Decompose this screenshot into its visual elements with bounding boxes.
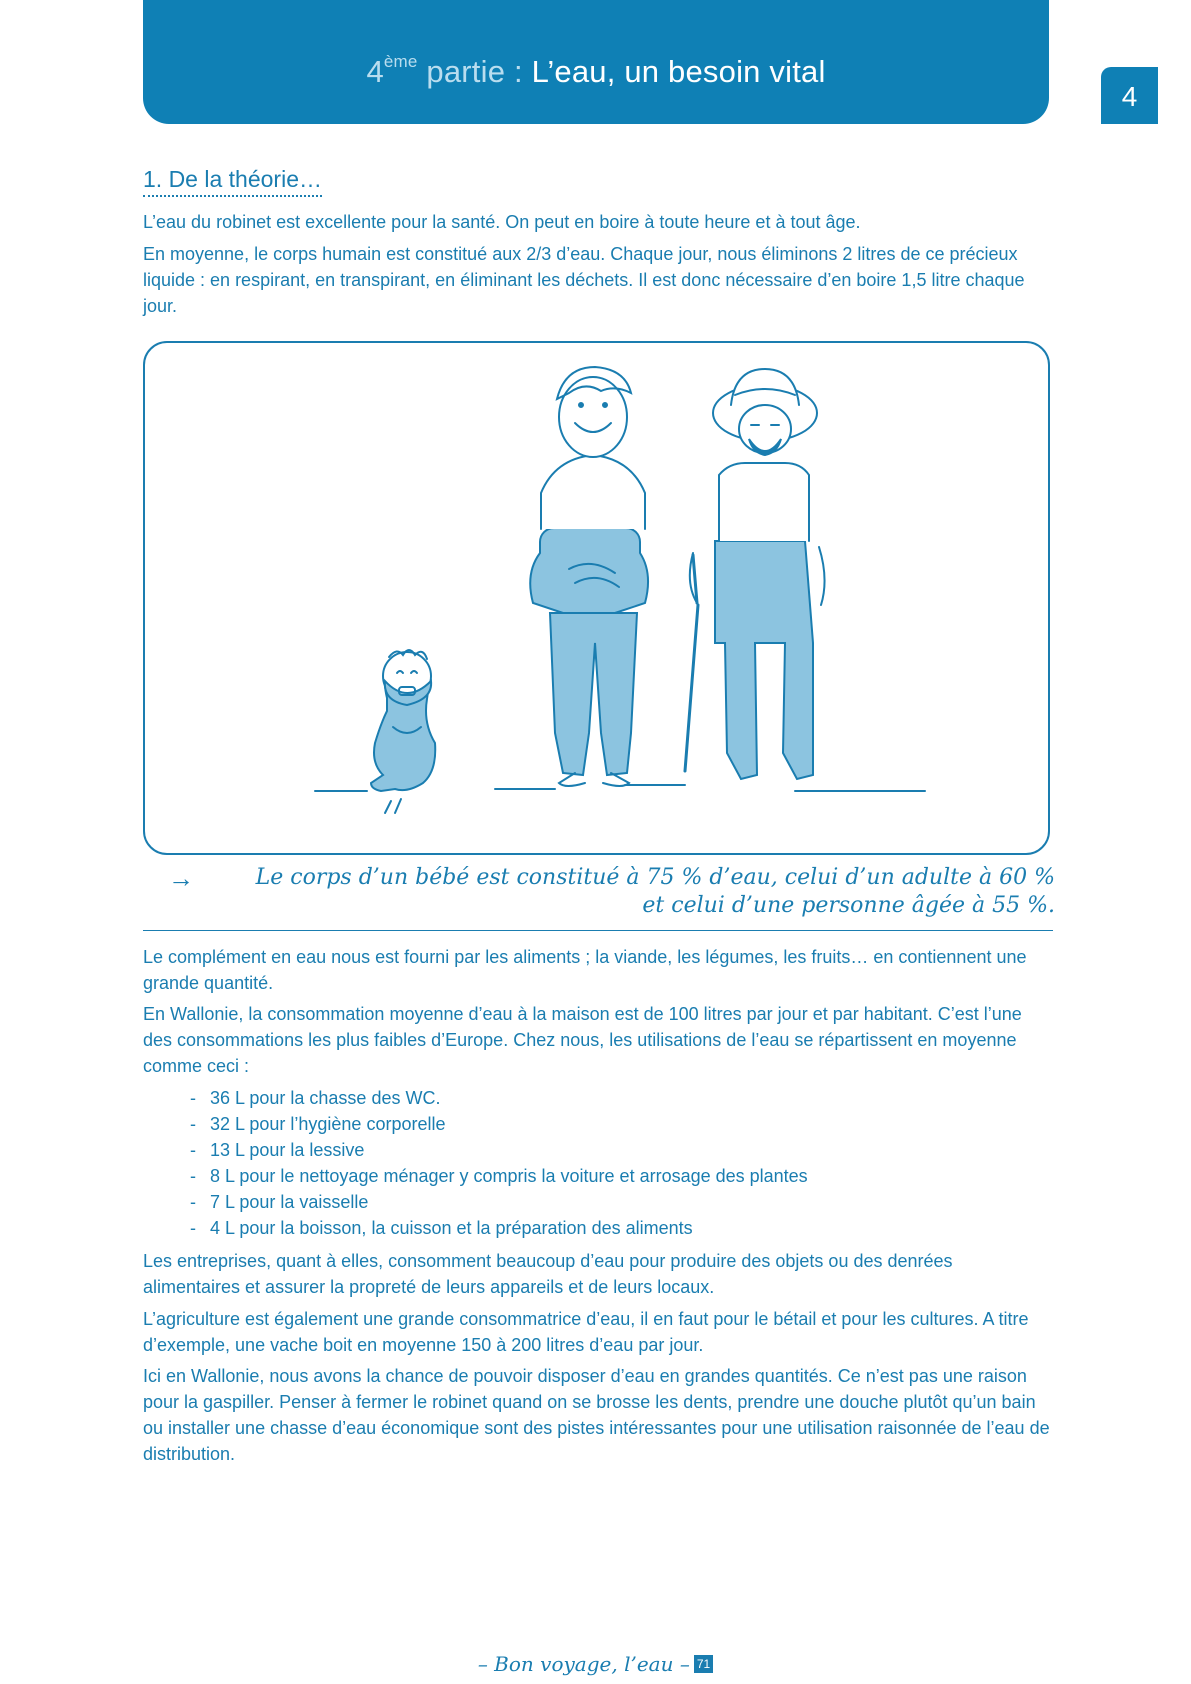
illustration-people-water (145, 343, 1052, 857)
list-item: - 32 L pour l’hygiène corporelle (190, 1111, 808, 1137)
paragraph-body-water: En moyenne, le corps humain est constitué aux 2/3 d’eau. Chaque jour, nous éliminons 2 litres de ce précieux liquide : en respirant, en transpirant, en éliminant les déchets. Il est donc nécessaire d’en boire 1,5 litre chaque jour. (143, 244, 1025, 316)
caption-line-1: Le corps d’un bébé est constitué à 75 % d’eau, celui d’un adulte à 60 % (255, 865, 1055, 890)
chapter-title (143, 51, 1049, 90)
paragraph-conservation: Ici en Wallonie, nous avons la chance de pouvoir disposer d’eau en grandes quantités. Ce n’est pas une raison pour la gaspiller. Penser à fermer le robinet quand on se brosse les dents, prendre une douche plutôt qu’un bain ou installer une chasse d’eau économique sont des pistes intéressantes pour une utilisation raisonnée de l’eau de distribution. (143, 1366, 1050, 1464)
section-divider (143, 930, 1053, 931)
water-usage-list (190, 1085, 808, 1241)
paragraph-industry: Les entreprises, quant à elles, consomment beaucoup d’eau pour produire des objets ou des denrées alimentaires et assurer la propreté de leurs appareils et de leurs locaux. (143, 1251, 953, 1297)
caption-line-2: et celui d’une personne âgée à 55 %. (642, 893, 1055, 918)
chapter-header-band (143, 0, 1049, 124)
chapter-ordinal: ème (383, 51, 418, 71)
chapter-tab: 4 (1101, 67, 1158, 124)
chapter-word: partie : (426, 54, 523, 89)
list-item: - 13 L pour la lessive (190, 1137, 808, 1163)
list-item: - 8 L pour le nettoyage ménager y compris la voiture et arrosage des plantes (190, 1163, 808, 1189)
paragraph-wallonia-consumption: En Wallonie, la consommation moyenne d’eau à la maison est de 100 litres par jour et par habitant. C’est l’une des consommations les plus faibles d’Europe. Chez nous, les utilisations de l’eau se répartissent en moyenne comme ceci : (143, 1004, 1022, 1076)
paragraph-food-water: Le complément en eau nous est fourni par les aliments ; la viande, les légumes, les fruits… en contiennent une grande quantité. (143, 947, 1027, 993)
chapter-prefix (366, 51, 523, 89)
page-footer (0, 1652, 1191, 1676)
adult-figure (530, 367, 648, 786)
baby-figure (371, 650, 435, 813)
list-item: - 4 L pour la boisson, la cuisson et la préparation des aliments (190, 1215, 808, 1241)
illustration-frame (143, 341, 1050, 855)
chapter-main-title: L’eau, un besoin vital (531, 54, 826, 89)
list-item: - 7 L pour la vaisselle (190, 1189, 808, 1215)
footer-text: – Bon voyage, l’eau – (477, 1652, 690, 1676)
caption-arrow-icon: → (168, 863, 194, 893)
page-number: 71 (694, 1655, 713, 1673)
list-item: - 36 L pour la chasse des WC. (190, 1085, 808, 1111)
section-title: 1. De la théorie… (143, 166, 322, 197)
paragraph-intro: L’eau du robinet est excellente pour la santé. On peut en boire à toute heure et à tout âge. (143, 212, 861, 232)
paragraph-agriculture: L’agriculture est également une grande consommatrice d’eau, il en faut pour le bétail et pour les cultures. A titre d’exemple, une vache boit en moyenne 150 à 200 litres d’eau par jour. (143, 1309, 1029, 1355)
chapter-number: 4 (366, 54, 384, 89)
elderly-figure (685, 369, 825, 779)
